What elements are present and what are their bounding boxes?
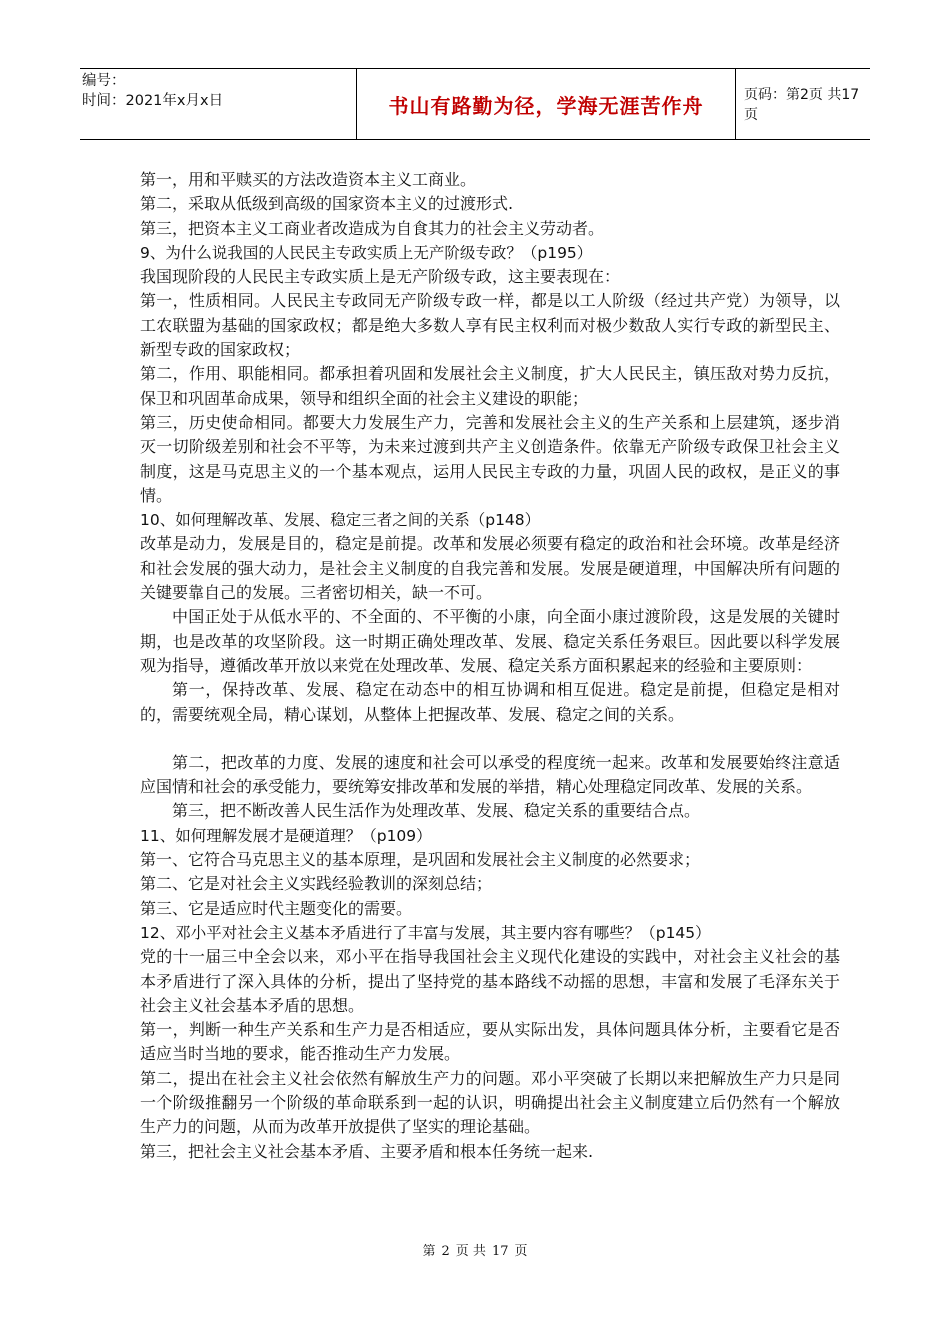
header-meta bbox=[82, 71, 272, 111]
footer-suffix: 页 bbox=[514, 1244, 528, 1259]
body-paragraph: 第三，把不断改善人民生活作为处理改革、发展、稳定关系的重要结合点。 bbox=[172, 801, 701, 821]
header-motto: 书山有路勤为径，学海无涯苦作舟 bbox=[356, 69, 736, 139]
body-paragraph: 第三，把社会主义社会基本矛盾、主要矛盾和根本任务统一起来. bbox=[140, 1141, 594, 1161]
question-heading: 12、邓小平对社会主义基本矛盾进行了丰富与发展，其主要内容有哪些？（p145） bbox=[140, 923, 711, 942]
body-paragraph: 第一、它符合马克思主义的基本原理，是巩固和发展社会主义制度的必然要求； bbox=[140, 850, 701, 870]
body-paragraph: 第一，保持改革、发展、稳定在动态中的相互协调和相互促进。稳定是前提，但稳定是相对的，需要统观全局，精心谋划，从整体上把握改革、发展、稳定之间的关系。 bbox=[140, 680, 840, 724]
body-paragraph: 第二，作用、职能相同。都承担着巩固和发展社会主义制度，扩大人民民主，镇压敌对势力反抗，保卫和巩固革命成果，领导和组织全面的社会主义建设的职能； bbox=[140, 364, 840, 408]
question-heading: 11、如何理解发展才是硬道理？（p109） bbox=[140, 826, 432, 845]
body-paragraph: 我国现阶段的人民民主专政实质上是无产阶级专政，这主要表现在： bbox=[140, 267, 621, 287]
document-number-label: 编号： bbox=[82, 73, 126, 89]
body-paragraph: 第三、它是适应时代主题变化的需要。 bbox=[140, 898, 413, 918]
document-body bbox=[140, 168, 840, 1164]
document-time: 时间：2021年x月x日 bbox=[82, 93, 224, 109]
body-paragraph: 第二、它是对社会主义实践经验教训的深刻总结； bbox=[140, 874, 493, 894]
header-page-info: 页码：第2页 共17页 bbox=[744, 87, 860, 123]
page-footer bbox=[0, 1240, 950, 1259]
question-heading: 9、为什么说我国的人民民主专政实质上无产阶级专政？（p195） bbox=[140, 243, 593, 262]
body-paragraph: 第一，性质相同。人民民主专政同无产阶级专政一样，都是以工人阶级（经过共产党）为领导，以工农联盟为基础的国家政权；都是绝大多数人享有民主权利而对极少数敌人实行专政的新型民主、新型专政的国家政权； bbox=[140, 291, 840, 360]
body-paragraph: 第三，历史使命相同。都要大力发展生产力，完善和发展社会主义的生产关系和上层建筑，逐步消灭一切阶级差别和社会不平等，为未来过渡到共产主义创造条件。依靠无产阶级专政保卫社会主义制度，这是马克思主义的一个基本观点，运用人民民主专政的力量，巩固人民的政权，是正义的事情。 bbox=[140, 412, 840, 505]
body-paragraph: 第一，用和平赎买的方法改造资本主义工商业。 bbox=[140, 170, 477, 189]
footer-mid: 页 共 bbox=[455, 1244, 486, 1259]
body-paragraph: 第三，把资本主义工商业者改造成为自食其力的社会主义劳动者。 bbox=[140, 218, 605, 238]
body-paragraph: 中国正处于从低水平的、不全面的、不平衡的小康，向全面小康过渡阶段，这是发展的关键时期，也是改革的攻坚阶段。这一时期正确处理改革、发展、稳定关系任务艰巨。因此要以科学发展观为指导，遵循改革开放以来党在处理改革、发展、稳定关系方面积累起来的经验和主要原则： bbox=[140, 607, 840, 675]
body-paragraph: 第二，采取从低级到高级的国家资本主义的过渡形式. bbox=[140, 194, 514, 214]
page-header bbox=[80, 68, 870, 140]
body-paragraph: 改革是动力，发展是目的，稳定是前提。改革和发展必须要有稳定的政治和社会环境。改革是经济和社会发展的强大动力，是社会主义制度的自我完善和发展。发展是硬道理，中国解决所有问题的关键要靠自己的发展。三者密切相关，缺一不可。 bbox=[140, 534, 840, 603]
footer-page-number: 2 bbox=[441, 1244, 450, 1259]
body-paragraph: 第二，提出在社会主义社会依然有解放生产力的问题。邓小平突破了长期以来把解放生产力只是同一个阶级推翻另一个阶级的革命联系到一起的认识，明确提出社会主义制度建立后仍然有一个解放生产力的问题，从而为改革开放提供了坚实的理论基础。 bbox=[140, 1068, 840, 1137]
footer-total-pages: 17 bbox=[491, 1244, 509, 1259]
body-paragraph: 第二，把改革的力度、发展的速度和社会可以承受的程度统一起来。改革和发展要始终注意适应国情和社会的承受能力，要统筹安排改革和发展的举措，精心处理稳定同改革、发展的关系。 bbox=[140, 752, 840, 797]
question-heading: 10、如何理解改革、发展、稳定三者之间的关系（p148） bbox=[140, 511, 541, 530]
paragraph-spacer bbox=[140, 727, 840, 751]
body-paragraph: 党的十一届三中全会以来，邓小平在指导我国社会主义现代化建设的实践中，对社会主义社会的基本矛盾进行了深入具体的分析，提出了坚持党的基本路线不动摇的思想，丰富和发展了毛泽东关于社会主义社会基本矛盾的思想。 bbox=[140, 947, 840, 1015]
footer-prefix: 第 bbox=[422, 1244, 436, 1259]
body-paragraph: 第一，判断一种生产关系和生产力是否相适应，要从实际出发，具体问题具体分析，主要看它是否适应当时当地的要求，能否推动生产力发展。 bbox=[140, 1020, 840, 1064]
